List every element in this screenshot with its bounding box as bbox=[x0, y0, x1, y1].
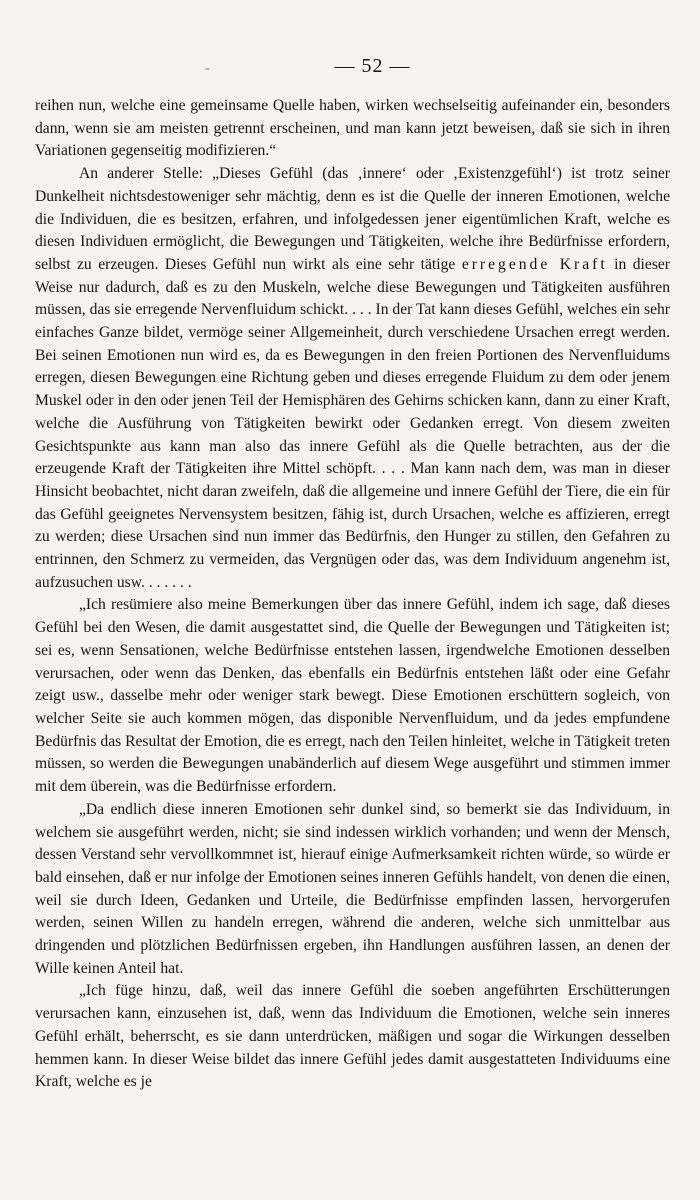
paragraph-text: „Ich füge hinzu, daß, weil das innere Gefühl die soeben angeführten Erschütterungen verursachen kann, einzusehen ist, daß, wenn das Individuum die Emotionen, welche sein inneres Gefühl erhält, beherrscht, es sie dann unterdrücken, mäßigen und sogar die Wirkungen desselben hemmen kann. In dieser Weise bildet das innere Gefühl jedes damit ausgestatteten Individuums eine Kraft, welche es je bbox=[35, 982, 670, 1091]
paragraph-text: „Da endlich diese inneren Emotionen sehr dunkel sind, so bemerkt sie das Individuum, in welchem sie ausgeführt werden, nicht; sie sind indessen wirklich vorhanden; und wenn der Mensch, dessen Verstand sehr vervollkommnet ist, hierauf einige Aufmerksamkeit richten würde, so würde er bald einsehen, daß er nur infolge der Emotionen seines inneren Gefühls handelt, von denen die einen, weil sie durch Ideen, Gedanken und Urteile, die Bedürfnisse empfinden lassen, hervorgerufen werden, seinen Willen zu handeln erregen, während die anderen, welche sich unmittelbar aus dringenden und plötzlichen Bedürfnissen ergeben, ihn Handlungen ausführen lassen, an denen der Wille keinen Anteil hat. bbox=[35, 800, 670, 977]
paragraph bbox=[35, 95, 670, 163]
paragraph-text: An anderer Stelle: „Dieses Gefühl (das ‚innere‘ oder ‚Existenzgefühl‘) ist trotz seiner Dunkelheit nichtsdestoweniger sehr mächtig, denn es ist die Quelle der inneren Emotionen, welche die Individuen, die es besitzen, erfahren, und infolgedessen jener eigentümlichen Kraft, welche es diesen Individuen ermöglicht, die Bewegungen und Tätigkeiten, welche ihre Bedürfnisse erfordern, selbst zu erzeugen. Dieses Gefühl nun wirkt als eine sehr tätige bbox=[35, 165, 670, 273]
emphasized-text: erregende Kraft bbox=[461, 255, 608, 273]
page-header bbox=[35, 55, 670, 95]
paragraph bbox=[35, 594, 670, 798]
body-text bbox=[35, 95, 670, 1094]
paragraph bbox=[35, 980, 670, 1094]
header-mark: - bbox=[205, 61, 211, 76]
paragraph-text: „Ich resümiere also meine Bemerkungen über das innere Gefühl, indem ich sage, daß dieses Gefühl bei den Wesen, die damit ausgestattet sind, die Quelle der Bewegungen und Tätigkeiten ist; sei es, wenn Sensationen, welche Bedürfnisse entstehen lassen, irgendwelche Emotionen desselben verursachen, oder wenn das Denken, das ebenfalls ein Bedürfnis entstehen läßt oder eine Gefahr zeigt usw., dasselbe mehr oder weniger stark bewegt. Diese Emotionen erschüttern sogleich, von welcher Seite sie auch kommen mögen, das disponible Nervenfluidum, und da jedes empfundene Bedürfnis das Resultat der Emotion, die es erregt, nach den Teilen hinleitet, welche in Tätigkeit treten müssen, so werden die Bewegungen unabänderlich auf diesem Wege ausgeführt und stimmen immer mit dem überein, was die Bedürfnisse erfordern. bbox=[35, 596, 670, 796]
page-number: — 52 — bbox=[334, 55, 411, 77]
paragraph-text: reihen nun, welche eine gemeinsame Quelle haben, wirken wechselseitig aufeinander ein, besonders dann, wenn sie am meisten getrennt erscheinen, und man kann jetzt beweisen, daß sie sich in ihren Variationen gegenseitig modifizieren.“ bbox=[35, 97, 670, 160]
paragraph-text: in dieser Weise nur dadurch, daß es zu den Muskeln, welche diese Bewegungen und Tätigkeiten ausführen müssen, das sie erregende Nervenfluidum schickt. . . . In der Tat kann dieses Gefühl, welches ein sehr einfaches Ganze bildet, vermöge seiner Allgemeinheit, durch verschiedene Ursachen erregt werden. Bei seinen Emotionen nun wird es, da es Bewegungen in den freien Portionen des Nervenfluidums erregen, diesen Bewegungen eine Richtung geben und dieses erregende Fluidum zu dem oder jenem Muskel oder in den oder jenen Teil der Hemisphären des Gehirns schicken kann, dann zu einer Kraft, welche die Ausführung von Tätigkeiten bewirkt oder Gedanken erregt. Von diesem zweiten Gesichtspunkte aus kann man also das innere Gefühl als die Quelle betrachten, aus der die erzeugende Kraft der Tätigkeiten ihre Mittel schöpft. . . . Man kann nach dem, was man in dieser Hinsicht beobachtet, nicht daran zweifeln, daß die allgemeine und innere Gefühl der Tiere, die ein für das Gefühl geeignetes Nervensystem besitzen, fähig ist, durch Ursachen, welche es affizieren, erregt zu werden; diese Ursachen sind nun immer das Bedürfnis, den Hunger zu stillen, den Gefahren zu entrinnen, den Schmerz zu vermeiden, das Vergnügen oder das, was dem Individuum angenehm ist, aufzusuchen usw. . . . . . . bbox=[35, 255, 670, 591]
paragraph bbox=[35, 799, 670, 981]
paragraph bbox=[35, 163, 670, 594]
